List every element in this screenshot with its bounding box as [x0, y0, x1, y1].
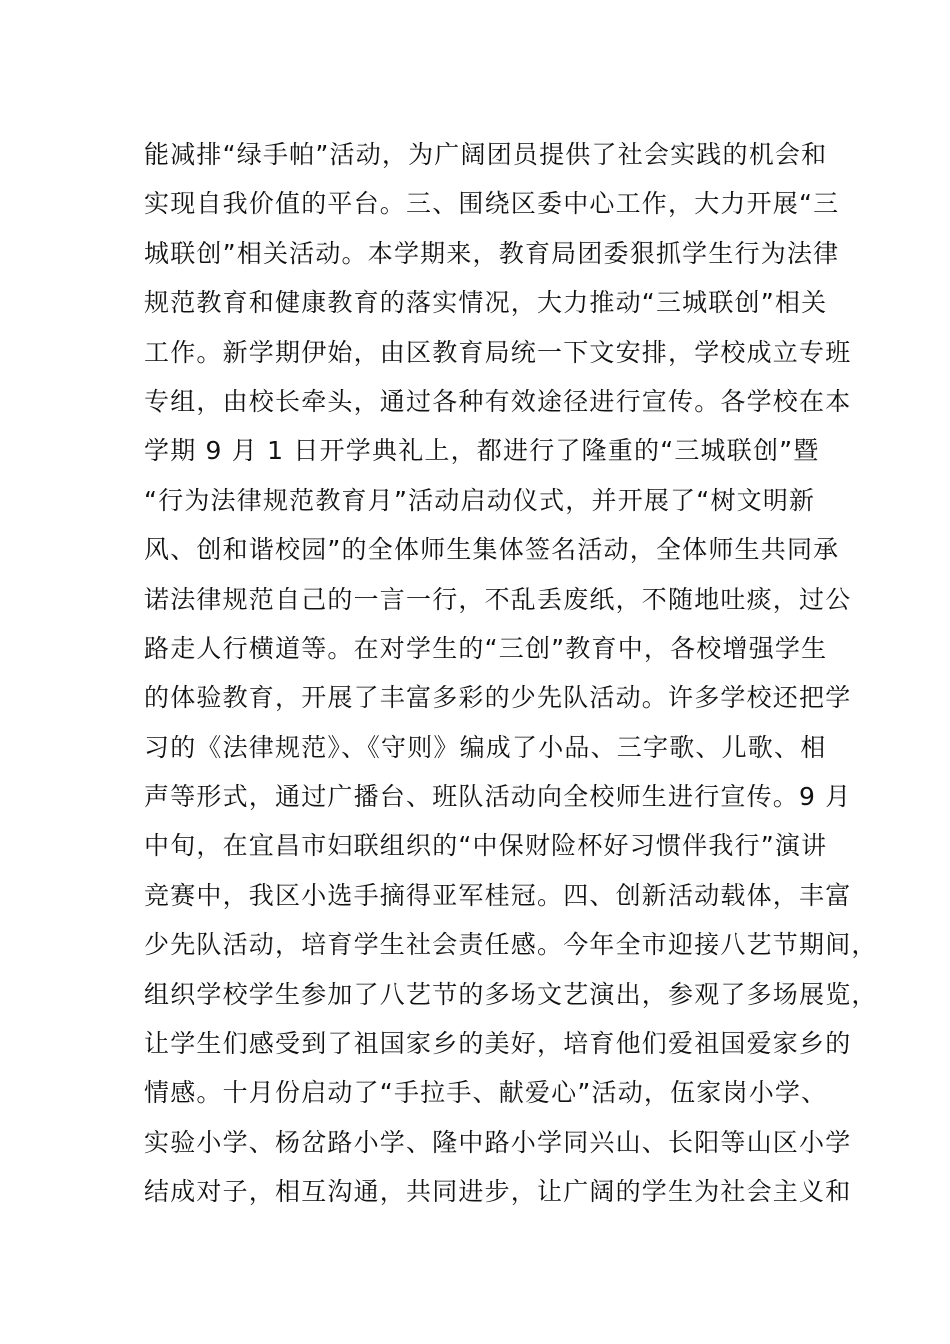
text-line: 风、创和谐校园”的全体师生集体签名活动，全体师生共同承 [144, 535, 840, 565]
text-line: 结成对子，相互沟通，共同进步，让广阔的学生为社会主义和 [144, 1177, 852, 1207]
text-line: 情感。十月份启动了“手拉手、献爱心”活动，伍家岗小学、 [144, 1078, 828, 1108]
text-line: 习的《法律规范》、《守则》编成了小品、三字歌、儿歌、相 [144, 732, 827, 762]
text-line: 中旬，在宜昌市妇联组织的“中保财险杯好习惯伴我行”演讲 [144, 831, 828, 861]
text-line: 的体验教育，开展了丰富多彩的少先队活动。许多学校还把学 [144, 683, 852, 713]
text-line: 城联创”相关活动。本学期来，教育局团委狠抓学生行为法律 [144, 238, 840, 268]
text-line: 能减排“绿手帕”活动，为广阔团员提供了社会实践的机会和 [144, 140, 828, 169]
text-line: 实验小学、杨岔路小学、隆中路小学同兴山、长阳等山区小学 [144, 1127, 852, 1157]
text-line: 工作。新学期伊始，由区教育局统一下文安排，学校成立专班 [144, 337, 852, 367]
text-line: 声等形式，通过广播台、班队活动向全校师生进行宣传。9 月 [144, 782, 852, 812]
text-line: “行为法律规范教育月”活动启动仪式，并开展了“树文明新 [144, 485, 816, 515]
text-line: 实现自我价值的平台。三、围绕区委中心工作，大力开展“三 [144, 189, 840, 219]
text-line: 竞赛中，我区小选手摘得亚军桂冠。四、创新活动载体，丰富 [144, 880, 852, 910]
text-line: 诺法律规范自己的一言一行，不乱丢废纸，不随地吐痰，过公 [144, 584, 852, 614]
body-paragraph [144, 130, 878, 1217]
text-line: 路走人行横道等。在对学生的“三创”教育中，各校增强学生 [144, 633, 828, 663]
text-line: 组织学校学生参加了八艺节的多场文艺演出，参观了多场展览， [144, 979, 878, 1009]
text-line: 学期 9 月 1 日开学典礼上，都进行了隆重的“三城联创”暨 [144, 436, 820, 466]
text-line: 让学生们感受到了祖国家乡的美好，培育他们爱祖国爱家乡的 [144, 1029, 852, 1059]
text-line: 规范教育和健康教育的落实情况，大力推动“三城联创”相关 [144, 288, 828, 318]
text-line: 专组，由校长牵头，通过各种有效途径进行宣传。各学校在本 [144, 386, 852, 416]
text-line: 少先队活动，培育学生社会责任感。今年全市迎接八艺节期间， [144, 930, 878, 960]
